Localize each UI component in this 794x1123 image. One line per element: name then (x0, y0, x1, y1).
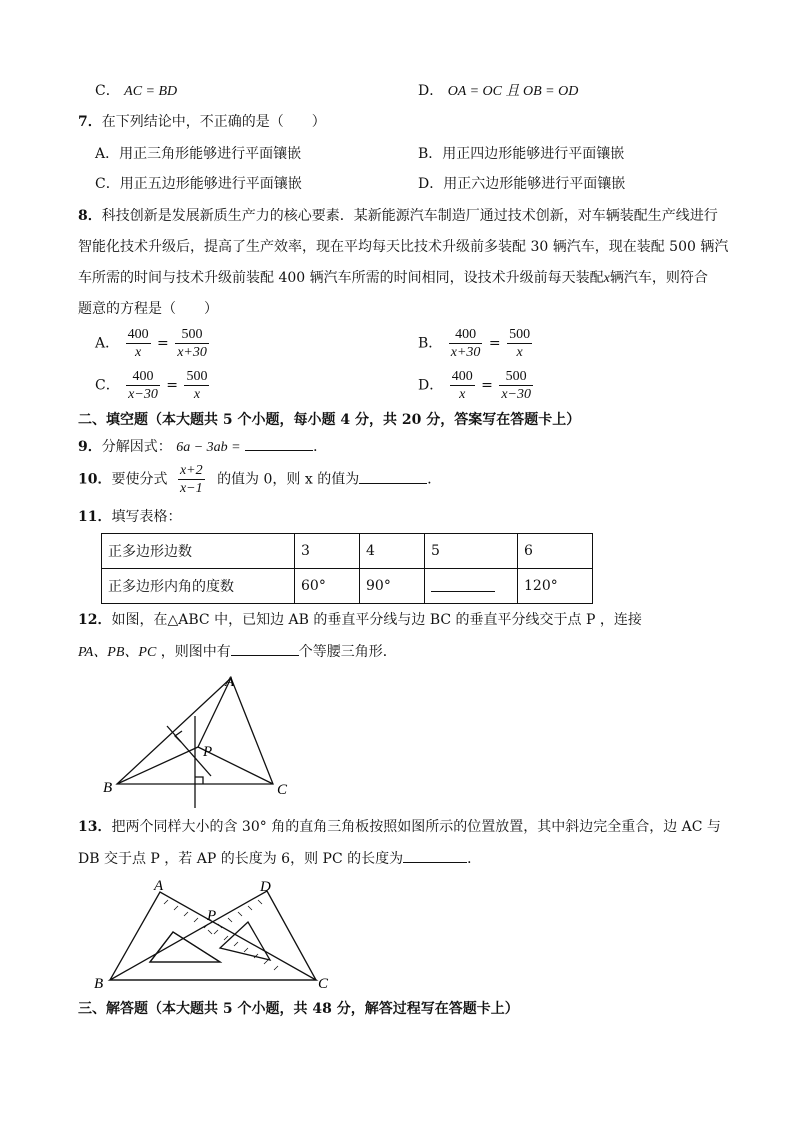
table-cell: 120° (518, 569, 593, 604)
question-number: 7． (78, 114, 102, 130)
q6-option-c (95, 81, 177, 102)
q9 (78, 436, 327, 458)
q8-option-c: C． $\frac{400}{x-30}$ = $\frac{500}{x}$ (95, 369, 208, 402)
question-text: 要使分式 (111, 471, 168, 488)
table-row (102, 569, 593, 604)
answer-blank[interactable] (403, 848, 467, 863)
numerator: 500 (509, 327, 531, 342)
question-text: 填写表格： (111, 509, 182, 525)
q13-line-1 (78, 817, 721, 837)
question-text: 个等腰三角形． (298, 644, 397, 660)
q7-stem (78, 112, 326, 132)
table-cell: 90° (360, 569, 425, 604)
fraction (450, 368, 475, 403)
q8-line-2: 智能化技术升级后，提高了生产效率，现在平均每天比技术升级前多装配 30 辆汽车，现在装配 500 辆汽 (78, 239, 729, 255)
label-a: A (154, 878, 164, 894)
table-cell: 60° (295, 569, 360, 604)
label-d: D (260, 879, 271, 895)
numerator: 400 (451, 369, 473, 384)
table-cell: 6 (518, 534, 593, 569)
q10 (78, 462, 441, 497)
q11-stem (78, 507, 181, 527)
fraction (175, 326, 209, 361)
polygon-table (101, 533, 593, 604)
punctuation: ． (313, 439, 328, 455)
fraction (126, 368, 160, 403)
q6-option-d (418, 81, 578, 102)
label-c: C (277, 782, 288, 798)
fraction (499, 368, 533, 403)
label-b: B (103, 780, 113, 796)
question-text: 车所需的时间与技术升级前装配 400 辆汽车所需的时间相同，设技术升级前每天装配 (78, 270, 604, 286)
question-text: 如图，在△ABC 中，已知边 AB 的垂直平分线与边 BC 的垂直平分线交于点 P ，连接 (111, 612, 642, 628)
option-label: D． (418, 377, 444, 394)
q7-option-a: A．用正三角形能够进行平面镶嵌 (95, 146, 302, 162)
question-text: 在下列结论中，不正确的是（ ） (101, 114, 326, 130)
right-angle-mark-bc (195, 777, 203, 784)
numerator: 500 (175, 326, 209, 344)
question-text: 分解因式： (101, 439, 172, 455)
fraction (507, 326, 532, 361)
question-number: 10． (78, 471, 112, 488)
label-p: P (207, 908, 217, 924)
label-p: P (203, 744, 213, 760)
q8-line-1 (78, 206, 718, 226)
answer-blank[interactable] (231, 641, 299, 656)
option-label: B． (418, 335, 443, 352)
q12-line-1 (78, 610, 642, 630)
inner-cutout-1b (150, 932, 220, 962)
q7-option-b: B．用正四边形能够进行平面镶嵌 (418, 146, 625, 162)
punctuation: ． (427, 471, 442, 488)
q13-line-2 (78, 848, 481, 869)
denominator: x−1 (179, 481, 203, 496)
inner-cutout-1 (150, 932, 220, 962)
denominator: x+30 (177, 345, 207, 360)
table-cell-answer[interactable] (425, 569, 518, 604)
q8-line-4: 题意的方程是（ ） (78, 301, 218, 317)
question-text: 辆汽车，则符合 (609, 270, 708, 286)
answer-blank[interactable] (431, 577, 495, 592)
denominator: x (459, 387, 466, 402)
question-number: 8． (78, 208, 102, 224)
fraction (178, 462, 205, 497)
section-2-title: 二、填空题（本大题共 5 个小题，每小题 4 分，共 20 分，答案写在答题卡上） (78, 412, 581, 428)
question-text: 科技创新是发展新质生产力的核心要素．某新能源汽车制造厂通过技术创新，对车辆装配生产线进行 (101, 208, 718, 224)
label-a: A (225, 674, 235, 690)
q7-option-c: C．用正五边形能够进行平面镶嵌 (95, 176, 302, 192)
segment-pb (117, 747, 198, 784)
fraction (449, 326, 483, 361)
numerator: 400 (126, 368, 160, 386)
question-number: 11． (78, 509, 112, 525)
label-b: B (94, 976, 104, 992)
option-label: A． (95, 335, 120, 352)
table-row (102, 534, 593, 569)
q8-line-3 (78, 268, 708, 289)
numerator: 500 (499, 368, 533, 386)
option-label: C． (95, 83, 120, 99)
section-3-title: 三、解答题（本大题共 5 个小题，共 48 分，解答过程写在答题卡上） (78, 1001, 519, 1017)
denominator: x+30 (450, 345, 481, 360)
right-angle-mark-ab (175, 731, 182, 742)
q13-set-squares-figure (90, 878, 340, 993)
table-cell: 4 (360, 534, 425, 569)
numerator: 400 (127, 327, 149, 342)
option-label: D． (418, 83, 444, 99)
inner-cutout-2 (220, 922, 270, 960)
table-cell: 正多边形边数 (102, 534, 295, 569)
label-c: C (318, 976, 329, 992)
set-square-abc (110, 892, 316, 980)
q12-line-2 (78, 641, 397, 663)
math-expr: 6a − 3ab = (176, 440, 241, 455)
denominator: x (193, 387, 201, 402)
option-expr: AC = BD (124, 84, 178, 99)
denominator: x−30 (128, 387, 158, 402)
fraction (184, 368, 209, 403)
table-cell: 3 (295, 534, 360, 569)
q8-option-a: A． $\frac{400}{x}$ = $\frac{500}{x+30}$ (95, 327, 207, 360)
question-text: 的值为 0，则 x 的值为 (217, 471, 360, 488)
numerator: x+2 (179, 463, 203, 478)
question-text: 把两个同样大小的含 30° 角的直角三角板按照如图所示的位置放置，其中斜边完全重合，边 AC 与 (111, 819, 721, 835)
q7-option-d: D．用正六边形能够进行平面镶嵌 (418, 176, 626, 192)
answer-blank[interactable] (245, 436, 313, 451)
question-number: 13． (78, 819, 112, 835)
option-expr: OA = OC 且 OB = OD (447, 84, 579, 99)
fraction (126, 326, 151, 361)
table-cell: 5 (425, 534, 518, 569)
question-number: 9． (78, 439, 102, 455)
question-number: 12． (78, 612, 112, 628)
option-label: C． (95, 377, 120, 394)
numerator: 500 (186, 369, 208, 384)
question-text: DB 交于点 P ，若 AP 的长度为 6，则 PC 的长度为 (78, 851, 404, 867)
numerator: 400 (449, 326, 483, 344)
table-cell: 正多边形内角的度数 (102, 569, 295, 604)
q12-triangle-figure (95, 668, 305, 808)
denominator: x−30 (501, 387, 531, 402)
denominator: x (516, 345, 523, 360)
set-square-dbc (110, 891, 316, 980)
variable: x (603, 271, 610, 286)
denominator: x (134, 345, 142, 360)
answer-blank[interactable] (359, 469, 427, 484)
q8-option-b: B． $\frac{400}{x+30}$ = $\frac{500}{x}$ (418, 327, 531, 360)
question-text: ，则图中有 (160, 644, 231, 660)
math-expr: PA、PB、PC (78, 645, 157, 660)
q8-option-d: D． $\frac{400}{x}$ = $\frac{500}{x-30}$ (418, 369, 531, 402)
punctuation: ． (467, 851, 482, 867)
